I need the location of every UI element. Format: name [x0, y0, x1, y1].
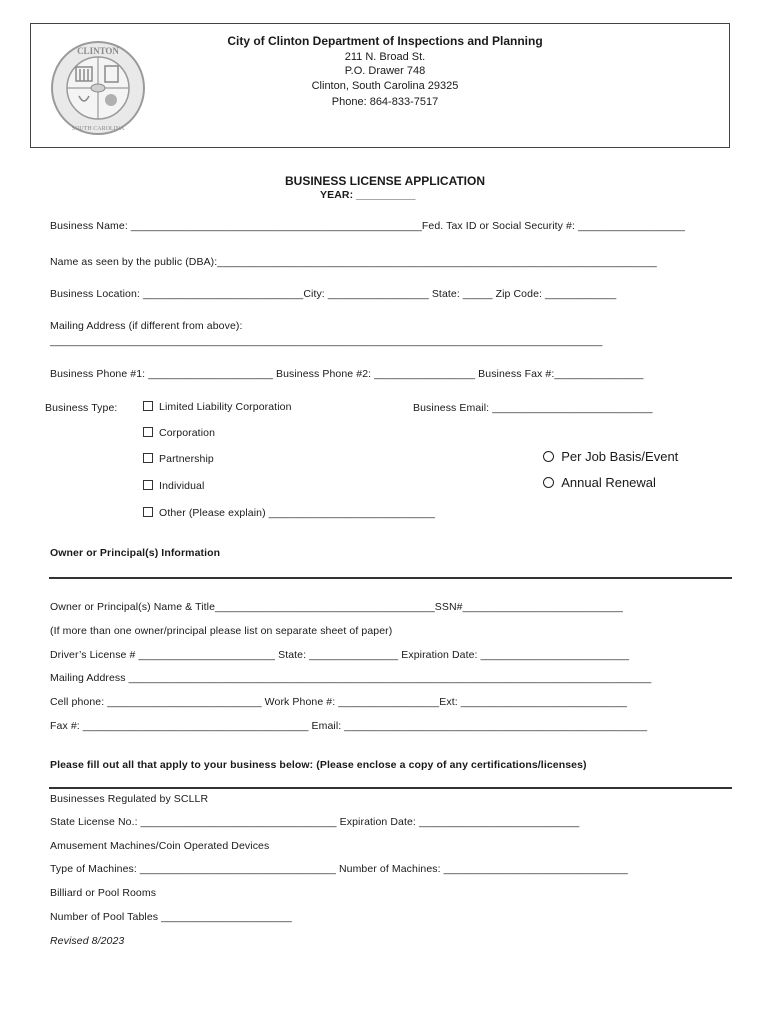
type-corp-option[interactable] [143, 427, 215, 439]
business-phones-field[interactable]: Business Phone #1: _____________________ Business Phone #2: _________________ Business Fax #:_______________ [50, 368, 644, 380]
city-seal-logo [50, 40, 146, 136]
type-other-label: Other (Please explain) ____________________________ [159, 507, 436, 519]
business-email-field[interactable]: Business Email: ___________________________ [413, 402, 653, 414]
type-partnership-option[interactable] [143, 453, 214, 465]
business-name-field[interactable]: Business Name: _________________________________________________Fed. Tax ID or Social Security #: __________________ [50, 220, 685, 232]
checkbox-icon[interactable] [143, 427, 153, 437]
form-title: BUSINESS LICENSE APPLICATION [284, 174, 486, 188]
scllr-label: Businesses Regulated by SCLLR [50, 793, 209, 805]
section-divider [49, 787, 732, 789]
type-llc-option[interactable] [143, 401, 292, 413]
owner-fax-email-field[interactable]: Fax #: ______________________________________ Email: ___________________________________________________ [50, 720, 648, 732]
per-job-label: Per Job Basis/Event [561, 449, 679, 464]
per-job-option[interactable] [543, 449, 678, 464]
radio-icon[interactable] [543, 477, 554, 488]
owner-mailing-field[interactable]: Mailing Address ________________________________________________________________________________________ [50, 672, 652, 684]
address-line-3: Clinton, South Carolina 29325 [311, 80, 459, 92]
drivers-license-field[interactable]: Driver’s License # _______________________ State: _______________ Expiration Date: _________________________ [50, 649, 630, 661]
type-individual-label: Individual [159, 480, 205, 492]
revised-date: Revised 8/2023 [50, 935, 125, 947]
type-individual-option[interactable] [143, 480, 204, 492]
checkbox-icon[interactable] [143, 401, 153, 411]
radio-icon[interactable] [543, 451, 554, 462]
owner-heading: Owner or Principal(s) Information [50, 547, 221, 559]
seal-text-top: CLINTON [77, 46, 119, 56]
mailing-address-field[interactable]: _____________________________________________________________________________________________ [50, 335, 603, 347]
apply-heading: Please fill out all that apply to your business below: (Please enclose a copy of any certifications/licenses) [50, 759, 587, 771]
annual-label: Annual Renewal [561, 475, 656, 490]
owner-phones-field[interactable]: Cell phone: __________________________ Work Phone #: _________________Ext: ____________________________ [50, 696, 628, 708]
machines-field[interactable]: Type of Machines: _________________________________ Number of Machines: _______________________________ [50, 863, 628, 875]
address-line-2: P.O. Drawer 748 [344, 65, 426, 77]
checkbox-icon[interactable] [143, 453, 153, 463]
type-partnership-label: Partnership [159, 453, 214, 465]
mailing-address-label: Mailing Address (if different from above): [50, 320, 243, 332]
amusement-label: Amusement Machines/Coin Operated Devices [50, 840, 270, 852]
owner-name-field[interactable]: Owner or Principal(s) Name & Title_____________________________________SSN#___________________________ [50, 601, 623, 613]
dba-field[interactable]: Name as seen by the public (DBA):__________________________________________________________________________ [50, 256, 657, 268]
type-llc-label: Limited Liability Corporation [159, 401, 292, 413]
phone-line: Phone: 864-833-7517 [331, 96, 439, 108]
department-name: City of Clinton Department of Inspections and Planning [227, 34, 543, 48]
billiard-label: Billiard or Pool Rooms [50, 887, 157, 899]
business-type-label: Business Type: [45, 402, 118, 414]
pool-tables-field[interactable]: Number of Pool Tables ______________________ [50, 911, 292, 923]
annual-option[interactable] [543, 475, 656, 490]
checkbox-icon[interactable] [143, 507, 153, 517]
address-line-1: 211 N. Broad St. [344, 51, 426, 63]
type-corp-label: Corporation [159, 427, 216, 439]
checkbox-icon[interactable] [143, 480, 153, 490]
business-location-field[interactable]: Business Location: ___________________________City: _________________ State: _____ Zip Code: ____________ [50, 288, 617, 300]
seal-text-bottom: SOUTH CAROLINA [71, 126, 125, 132]
year-field[interactable]: YEAR: __________ [320, 189, 416, 201]
section-divider [49, 577, 732, 579]
state-license-field[interactable]: State License No.: _________________________________ Expiration Date: ___________________________ [50, 816, 580, 828]
type-other-option[interactable] [143, 507, 435, 519]
owner-note: (If more than one owner/principal please list on separate sheet of paper) [50, 625, 393, 637]
